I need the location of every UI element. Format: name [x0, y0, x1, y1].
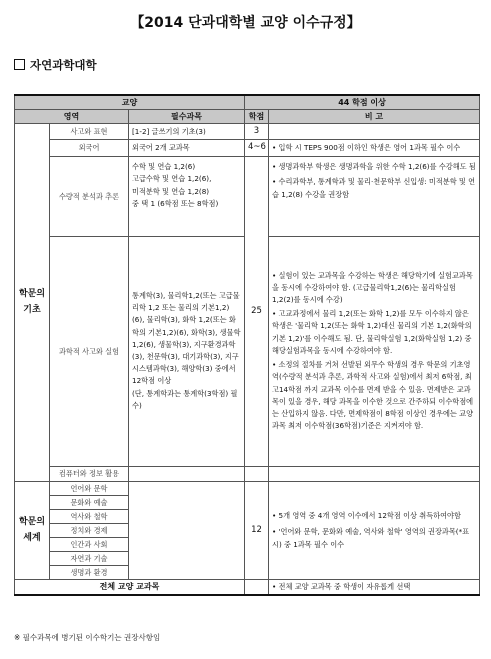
- note-item: • 실험이 있는 교과목을 수강하는 학생은 해당학기에 실험교과목을 동시에 수강하여야 함. (고급물리학1,2(6)는 물리학실험 1,2(2)를 동시에 수강): [272, 270, 473, 305]
- group-foundation-line2: 기초: [23, 305, 41, 315]
- header-gyoyang: 교양: [15, 95, 245, 109]
- req-min-credits: 12학점 이상: [132, 376, 172, 386]
- area-politics-economy: 정치와 경제: [50, 523, 129, 537]
- area-foreign-language: 외국어: [50, 139, 129, 156]
- req-calculus-line: 미적분학 및 연습 1,2(8): [132, 186, 210, 196]
- note-item: • '언어와 문학, 문화와 예술, 역사와 철학' 영역의 권장과목(*표시) 중 1과목 필수 이수: [272, 527, 470, 549]
- required-foreign-language: 외국어 2개 교과목: [129, 139, 245, 156]
- note-quantitative-analysis: [269, 156, 480, 236]
- required-computer-info: [129, 466, 245, 481]
- credits-world: 12: [245, 481, 269, 579]
- note-foreign-language: • 입학 시 TEPS 900점 이하인 학생은 영어 1과목 필수 이수: [269, 139, 480, 156]
- area-human-society: 인간과 사회: [50, 537, 129, 551]
- area-history-philosophy: 역사와 철학: [50, 509, 129, 523]
- header-credits: 학점: [245, 109, 269, 123]
- header-total-credits: 44 학점 이상: [245, 95, 480, 109]
- footnote: ※ 필수과목에 병기된 이수학기는 권장사항임: [14, 633, 161, 642]
- required-scientific-experiment: [129, 236, 245, 466]
- req-science-courses: 통계학(3), 물리학1,2(또는 고급물리학 1,2 또는 물리의 기본1,2)(6), 물리학(3), 화학 1,2(또는 화학의 기본1,2)(6), 화학(3), 생물학 1,2(6), 생물학(3), 지구환경과학(3), 천문학(3), 대기과학(3), 지구시스템과학(3), 해양학(3) 중에서: [132, 290, 241, 374]
- req-advanced-math-line: 고급수학 및 연습 1,2(6),: [132, 174, 212, 183]
- required-quantitative-analysis: [129, 156, 245, 236]
- group-world-line2: 세계: [23, 533, 41, 543]
- note-item: • 생명과학부 학생은 생명과학을 위한 수학 1,2(6)를 수강해도 됨: [272, 161, 476, 171]
- area-culture-arts: 문화와 예술: [50, 495, 129, 509]
- note-item: • 고교과정에서 물리 1,2(또는 화학 1,2)를 모두 이수하지 않은 학생은 '물리학 1,2(또는 화학 1,2)대신 물리의 기본 1,2(화학의 기본 1,2)'를 이수해도 됨. 단, 물리학실험 1,2(화학실험 1,2) 중 해당실험과목을 동시에 수강하여야 함.: [272, 309, 472, 355]
- required-thinking-expression: [1-2] 글쓰기의 기초(3): [129, 123, 245, 139]
- note-item: • 5개 영역 중 4개 영역 이수에서 12학점 이상 취득하여야함: [272, 511, 461, 520]
- group-foundation-line1: 학문의: [18, 289, 46, 299]
- credits-computer-info: [245, 466, 269, 481]
- area-quantitative-analysis: 수량적 분석과 추론: [50, 156, 129, 236]
- section-heading: [14, 57, 97, 73]
- area-computer-info: 컴퓨터와 정보 활용: [50, 466, 129, 481]
- area-nature-technology: 자연과 기술: [50, 551, 129, 565]
- total-label: 전체 교양 교과목: [15, 579, 245, 595]
- area-life-environment: 생명과 환경: [50, 565, 129, 579]
- credits-thinking-expression: 3: [245, 123, 269, 139]
- note-world: [269, 481, 480, 579]
- curriculum-table: [14, 94, 480, 596]
- req-choose-one-line: 중 택 1 (6학점 또는 8학점): [132, 199, 219, 208]
- area-thinking-expression: 사고와 표현: [50, 123, 129, 139]
- note-item: • 소정의 절차를 거쳐 선발된 외무수 학생의 경우 학문의 기초영역(수량적 분석과 추론, 과학적 사고와 실험)에서 최저 6학점, 최고14학점 까지 교과목 이수를 면제 받을 수 있음. 면제받은 교과목이 있을 경우, 해당 과목을 이수한 것으로 간주하되 이수학점에는 산입하지 않음. 다만, 면제학점이 8학점 이상인 경우에는 교양과목 최저 이수학점(36학점)기준은 지켜져야 함.: [272, 360, 474, 431]
- section-label: 자연과학대학: [30, 58, 97, 72]
- header-area: 영역: [15, 109, 129, 123]
- required-world: [129, 481, 245, 579]
- note-thinking-expression: [269, 123, 480, 139]
- req-statistics-note: (단, 통계학과는 통계학(3학점) 필수): [132, 388, 238, 410]
- checkbox-square-icon: [14, 59, 25, 70]
- note-item: • 수리과학부, 통계학과 및 물리·천문학부 신입생: 미적분학 및 연습 1,2(8) 수강을 권장함: [272, 177, 476, 199]
- total-note: • 전체 교양 교과목 중 학생이 자유롭게 선택: [269, 579, 480, 595]
- total-credits: [245, 579, 269, 595]
- area-language-literature: 언어와 문학: [50, 481, 129, 495]
- credits-foreign-language: 4~6: [245, 139, 269, 156]
- header-notes: 비 고: [269, 109, 480, 123]
- credits-foundation: 25: [245, 156, 269, 466]
- header-required: 필수과목: [129, 109, 245, 123]
- group-world-line1: 학문의: [18, 517, 46, 527]
- note-computer-info: [269, 466, 480, 481]
- group-world-label: [15, 481, 50, 579]
- area-scientific-experiment: 과학적 사고와 실험: [50, 236, 129, 466]
- group-foundation-label: [15, 123, 50, 481]
- note-scientific-experiment: [269, 236, 480, 466]
- req-math-line: 수학 및 연습 1,2(6): [132, 161, 196, 171]
- page-title: 【2014 단과대학별 교양 이수규정】: [130, 15, 361, 31]
